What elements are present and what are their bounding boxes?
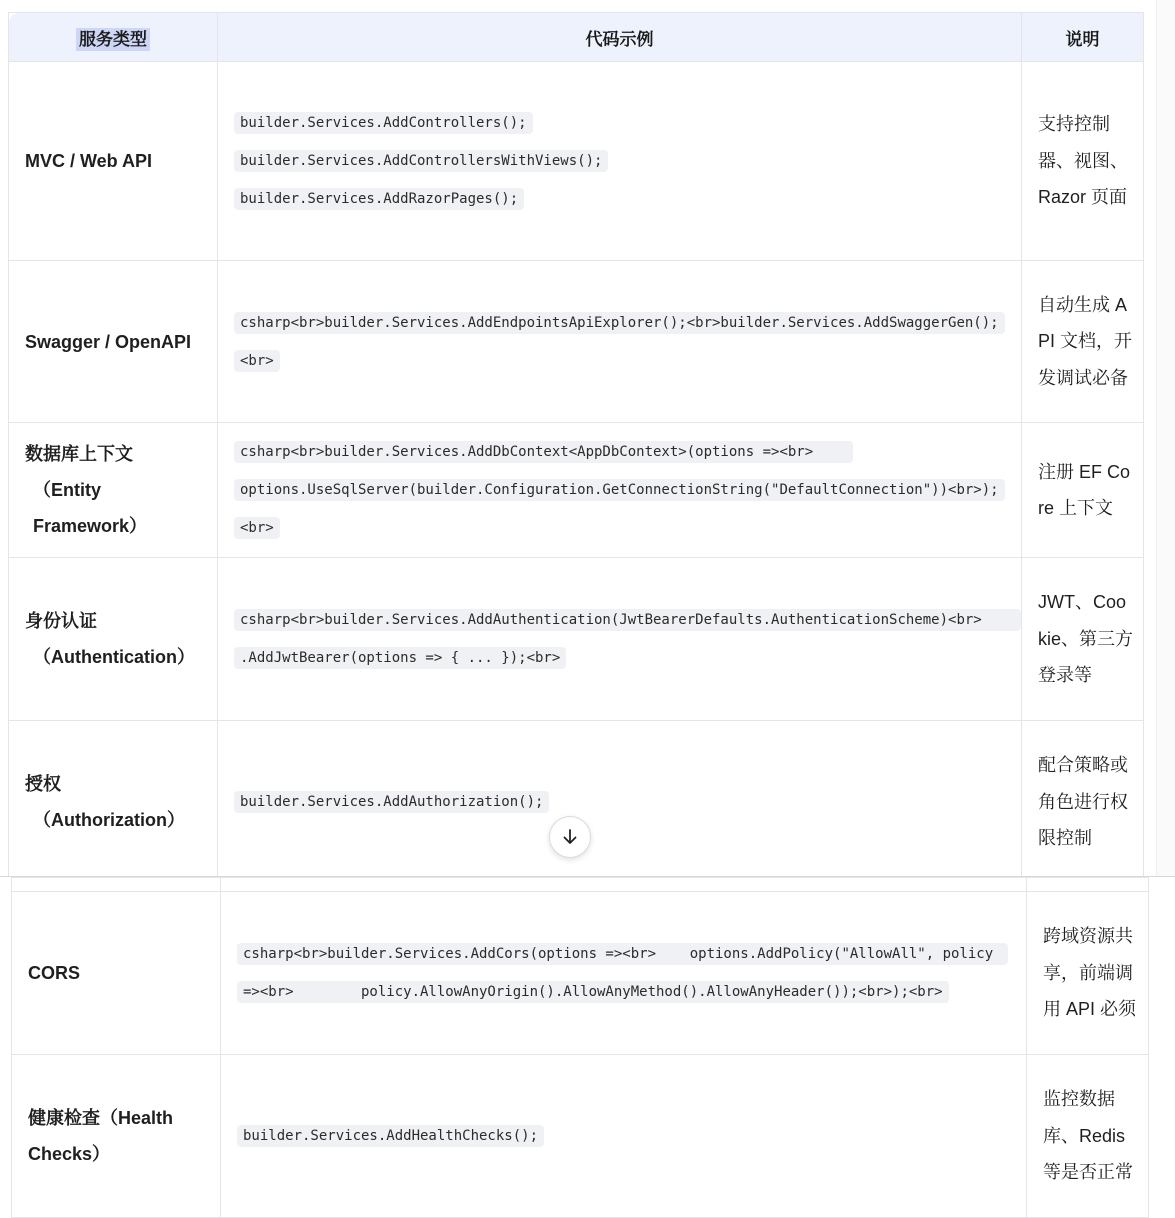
code-cell <box>218 423 1022 558</box>
description: JWT、Cookie、第三方登录等 <box>1022 558 1144 721</box>
code-snippet: csharp<br>builder.Services.AddEndpointsApiExplorer();<br>builder.Services.AddSwaggerGen();<br> <box>234 312 1005 372</box>
table-row <box>9 558 1144 721</box>
table-row <box>12 892 1149 1055</box>
table-row <box>9 261 1144 423</box>
code-snippet: builder.Services.AddAuthorization(); <box>234 791 549 813</box>
code-snippet: csharp<br>builder.Services.AddDbContext<AppDbContext>(options =><br> options.UseSqlServer(builder.Configuration.GetConnectionString("DefaultConnection"))<br>);<br> <box>234 441 1005 539</box>
service-name: 授权 （Authorization） <box>9 721 218 878</box>
code-snippet: builder.Services.AddRazorPages(); <box>234 188 524 210</box>
service-name: MVC / Web API <box>9 62 218 261</box>
code-cell <box>218 721 1022 878</box>
description: 自动生成 API 文档，开发调试必备 <box>1022 261 1144 423</box>
header-service-type: 服务类型 <box>9 13 218 62</box>
header-description: 说明 <box>1022 13 1144 62</box>
description: 配合策略或角色进行权限控制 <box>1022 721 1144 878</box>
description: 支持控制器、视图、Razor 页面 <box>1022 62 1144 261</box>
header-code-example: 代码示例 <box>218 13 1022 62</box>
table-header-row <box>9 13 1144 62</box>
scrollbar-track[interactable] <box>1156 0 1175 877</box>
code-cell <box>221 1055 1027 1218</box>
code-snippet: csharp<br>builder.Services.AddAuthentication(JwtBearerDefaults.AuthenticationScheme)<br> .AddJwtBearer(options => { ... });<br> <box>234 609 1021 669</box>
table-row <box>9 62 1144 261</box>
description: 注册 EF Core 上下文 <box>1022 423 1144 558</box>
service-name: Swagger / OpenAPI <box>9 261 218 423</box>
code-snippet: builder.Services.AddHealthChecks(); <box>237 1125 544 1147</box>
table-row <box>12 1055 1149 1218</box>
arrow-down-icon <box>561 828 579 846</box>
code-snippet: builder.Services.AddControllers(); <box>234 112 533 134</box>
code-snippet: csharp<br>builder.Services.AddCors(options =><br> options.AddPolicy("AllowAll", policy =><br> policy.AllowAnyOrigin().AllowAnyMethod().AllowAnyHeader());<br>);<br> <box>237 943 1008 1003</box>
description: 监控数据库、Redis 等是否正常 <box>1027 1055 1149 1218</box>
service-name: 数据库上下文 （Entity Framework） <box>9 423 218 558</box>
table-row <box>9 423 1144 558</box>
table-row-spacer <box>12 878 1149 892</box>
service-name: CORS <box>12 892 221 1055</box>
services-table-continued <box>11 877 1149 1218</box>
service-name: 健康检查（Health Checks） <box>12 1055 221 1218</box>
code-snippet: builder.Services.AddControllersWithViews(); <box>234 150 608 172</box>
service-name: 身份认证 （Authentication） <box>9 558 218 721</box>
code-cell <box>221 892 1027 1055</box>
code-cell <box>218 261 1022 423</box>
code-cell <box>218 558 1022 721</box>
code-cell <box>218 62 1022 261</box>
services-table <box>8 12 1144 877</box>
scroll-to-bottom-button[interactable] <box>549 816 591 858</box>
description: 跨域资源共享，前端调用 API 必须 <box>1027 892 1149 1055</box>
